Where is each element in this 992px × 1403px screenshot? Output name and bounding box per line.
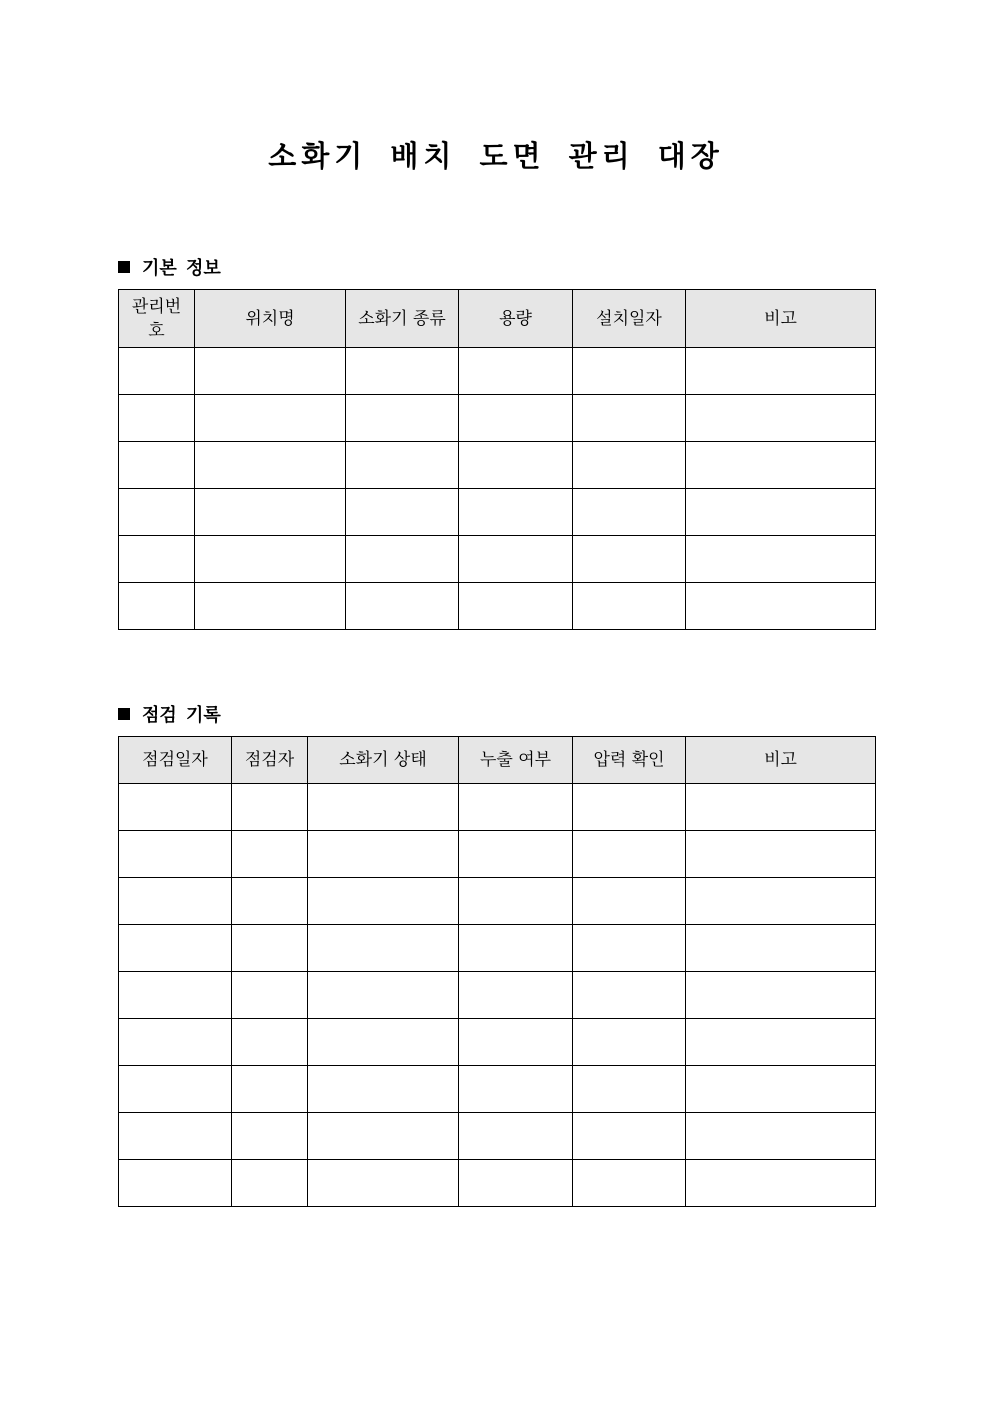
header-extinguisher-type: 소화기 종류 <box>346 290 459 348</box>
inspection-table <box>118 736 876 1207</box>
table-cell[interactable] <box>119 1066 232 1113</box>
table-cell[interactable] <box>686 831 876 878</box>
table-cell[interactable] <box>195 583 346 630</box>
table-cell[interactable] <box>573 831 686 878</box>
table-cell[interactable] <box>195 348 346 395</box>
table-cell[interactable] <box>232 1113 308 1160</box>
table-cell[interactable] <box>686 395 876 442</box>
table-row <box>119 878 876 925</box>
table-row <box>119 489 876 536</box>
table-cell[interactable] <box>119 1113 232 1160</box>
table-cell[interactable] <box>459 489 573 536</box>
header-capacity: 용량 <box>459 290 573 348</box>
table-cell[interactable] <box>308 831 459 878</box>
table-cell[interactable] <box>308 1113 459 1160</box>
table-cell[interactable] <box>119 1160 232 1207</box>
inspection-heading-label: 점검 기록 <box>142 705 221 726</box>
table-cell[interactable] <box>459 784 573 831</box>
table-cell[interactable] <box>308 972 459 1019</box>
table-cell[interactable] <box>686 972 876 1019</box>
table-cell[interactable] <box>573 536 686 583</box>
table-cell[interactable] <box>686 1019 876 1066</box>
table-cell[interactable] <box>459 1019 573 1066</box>
table-cell[interactable] <box>195 536 346 583</box>
table-cell[interactable] <box>459 878 573 925</box>
header-extinguisher-status: 소화기 상태 <box>308 737 459 784</box>
table-row <box>119 1113 876 1160</box>
table-cell[interactable] <box>686 1113 876 1160</box>
table-cell[interactable] <box>308 925 459 972</box>
square-bullet-icon <box>118 261 130 273</box>
basic-info-heading-label: 기본 정보 <box>142 258 221 279</box>
table-cell[interactable] <box>573 348 686 395</box>
table-cell[interactable] <box>573 1066 686 1113</box>
table-cell[interactable] <box>686 348 876 395</box>
table-cell[interactable] <box>119 972 232 1019</box>
table-cell[interactable] <box>119 878 232 925</box>
table-cell[interactable] <box>119 395 195 442</box>
table-cell[interactable] <box>346 536 459 583</box>
table-cell[interactable] <box>119 1019 232 1066</box>
table-cell[interactable] <box>346 348 459 395</box>
table-row <box>119 972 876 1019</box>
table-cell[interactable] <box>459 1066 573 1113</box>
table-cell[interactable] <box>459 348 573 395</box>
header-install-date: 설치일자 <box>573 290 686 348</box>
table-cell[interactable] <box>195 442 346 489</box>
basic-info-heading <box>118 254 221 280</box>
header-leak-check: 누출 여부 <box>459 737 573 784</box>
table-cell[interactable] <box>573 925 686 972</box>
table-cell[interactable] <box>346 583 459 630</box>
table-cell[interactable] <box>686 925 876 972</box>
table-cell[interactable] <box>686 536 876 583</box>
table-row <box>119 536 876 583</box>
table-cell[interactable] <box>119 925 232 972</box>
table-row <box>119 1066 876 1113</box>
square-bullet-icon <box>118 708 130 720</box>
table-cell[interactable] <box>686 583 876 630</box>
table-cell[interactable] <box>119 348 195 395</box>
table-row <box>119 583 876 630</box>
table-cell[interactable] <box>459 583 573 630</box>
table-cell[interactable] <box>573 972 686 1019</box>
table-cell[interactable] <box>308 1066 459 1113</box>
header-remarks: 비고 <box>686 737 876 784</box>
table-header-row <box>119 290 876 348</box>
inspection-heading <box>118 701 221 727</box>
table-row <box>119 442 876 489</box>
table-cell[interactable] <box>119 831 232 878</box>
table-cell[interactable] <box>119 583 195 630</box>
table-cell[interactable] <box>686 442 876 489</box>
table-cell[interactable] <box>308 1019 459 1066</box>
table-cell[interactable] <box>346 395 459 442</box>
table-cell[interactable] <box>686 878 876 925</box>
header-inspection-date: 점검일자 <box>119 737 232 784</box>
table-cell[interactable] <box>459 395 573 442</box>
table-cell[interactable] <box>459 925 573 972</box>
header-inspector: 점검자 <box>232 737 308 784</box>
table-cell[interactable] <box>573 583 686 630</box>
table-cell[interactable] <box>573 784 686 831</box>
table-cell[interactable] <box>232 1066 308 1113</box>
table-row <box>119 831 876 878</box>
table-cell[interactable] <box>459 972 573 1019</box>
table-cell[interactable] <box>686 1066 876 1113</box>
table-cell[interactable] <box>346 442 459 489</box>
header-management-number: 관리번호 <box>119 290 195 348</box>
table-cell[interactable] <box>573 878 686 925</box>
table-cell[interactable] <box>346 489 459 536</box>
table-cell[interactable] <box>459 536 573 583</box>
table-row <box>119 395 876 442</box>
table-cell[interactable] <box>573 442 686 489</box>
table-row <box>119 1160 876 1207</box>
table-cell[interactable] <box>573 1019 686 1066</box>
table-row <box>119 784 876 831</box>
table-cell[interactable] <box>232 831 308 878</box>
table-cell[interactable] <box>119 489 195 536</box>
table-cell[interactable] <box>232 972 308 1019</box>
table-row <box>119 925 876 972</box>
table-cell[interactable] <box>195 395 346 442</box>
table-cell[interactable] <box>232 784 308 831</box>
table-header-row <box>119 737 876 784</box>
table-row <box>119 348 876 395</box>
table-cell[interactable] <box>573 1113 686 1160</box>
table-cell[interactable] <box>119 442 195 489</box>
table-cell[interactable] <box>232 925 308 972</box>
table-cell[interactable] <box>459 1160 573 1207</box>
table-cell[interactable] <box>232 1019 308 1066</box>
table-cell[interactable] <box>686 1160 876 1207</box>
table-cell[interactable] <box>232 878 308 925</box>
header-pressure-check: 압력 확인 <box>573 737 686 784</box>
table-cell[interactable] <box>686 489 876 536</box>
table-cell[interactable] <box>459 1113 573 1160</box>
table-cell[interactable] <box>573 1160 686 1207</box>
table-cell[interactable] <box>573 395 686 442</box>
header-location-name: 위치명 <box>195 290 346 348</box>
table-cell[interactable] <box>119 784 232 831</box>
table-cell[interactable] <box>195 489 346 536</box>
table-cell[interactable] <box>308 1160 459 1207</box>
table-cell[interactable] <box>232 1160 308 1207</box>
table-cell[interactable] <box>459 831 573 878</box>
table-cell[interactable] <box>308 784 459 831</box>
header-remarks: 비고 <box>686 290 876 348</box>
table-cell[interactable] <box>686 784 876 831</box>
page-title: 소화기 배치 도면 관리 대장 <box>268 139 724 173</box>
table-cell[interactable] <box>459 442 573 489</box>
table-cell[interactable] <box>573 489 686 536</box>
basic-info-table <box>118 289 876 630</box>
table-row <box>119 1019 876 1066</box>
table-cell[interactable] <box>119 536 195 583</box>
table-cell[interactable] <box>308 878 459 925</box>
